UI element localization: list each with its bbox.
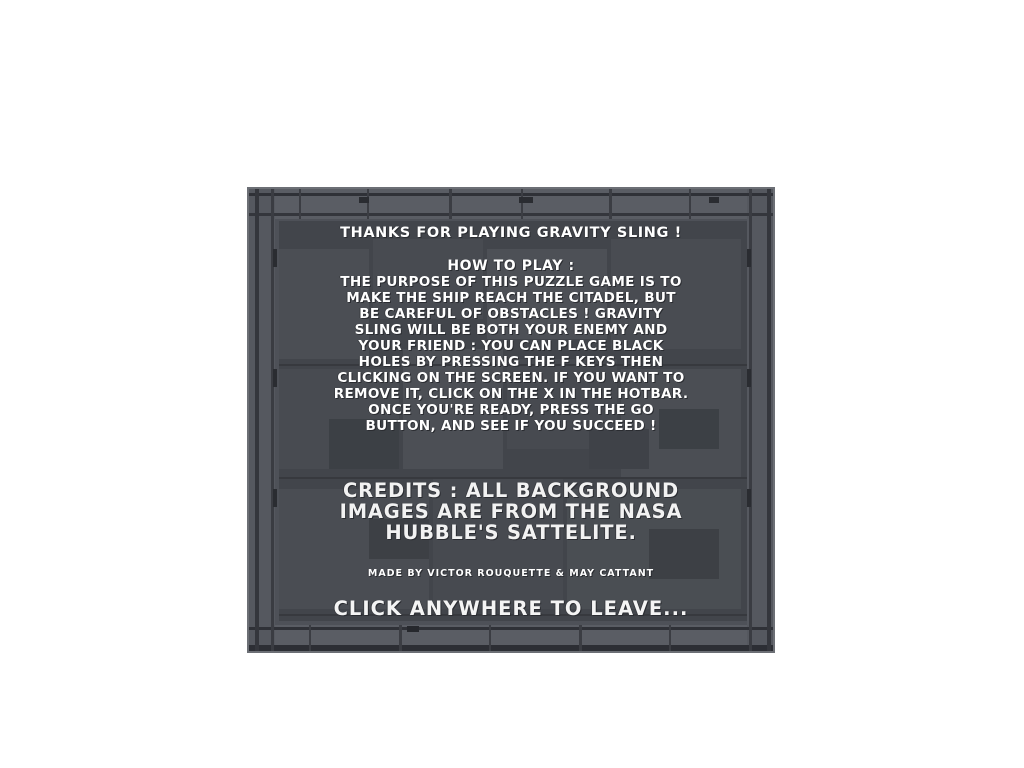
made-by-text: MADE BY VICTOR ROUQUETTE & MAY CATTANT bbox=[367, 568, 655, 579]
how-to-play-heading: HOW TO PLAY : bbox=[447, 258, 575, 274]
thanks-title: THANKS FOR PLAYING GRAVITY SLING ! bbox=[340, 225, 682, 241]
credits-text: CREDITS : ALL BACKGROUND IMAGES ARE FROM THE NASA HUBBLE'S SATTELITE. bbox=[339, 479, 683, 544]
end-screen-panel[interactable] bbox=[247, 187, 775, 653]
leave-prompt[interactable]: CLICK ANYWHERE TO LEAVE... bbox=[333, 597, 689, 620]
how-to-play-text: THE PURPOSE OF THIS PUZZLE GAME IS TO MAKE THE SHIP REACH THE CITADEL, BUT BE CAREFUL OF OBSTACLES ! GRAVITY SLING WILL BE BOTH YOUR ENEMY AND YOUR FRIEND : YOU CAN PLACE BLACK HOLES BY PRESSING THE F KEYS THEN CLICKING ON THE SCREEN. IF YOU WANT TO REMOVE IT, CLICK ON THE X IN THE HOTBAR. ONCE YOU'RE READY, PRESS THE GO BUTTON, AND SEE IF YOU SUCCEED ! bbox=[333, 274, 689, 434]
